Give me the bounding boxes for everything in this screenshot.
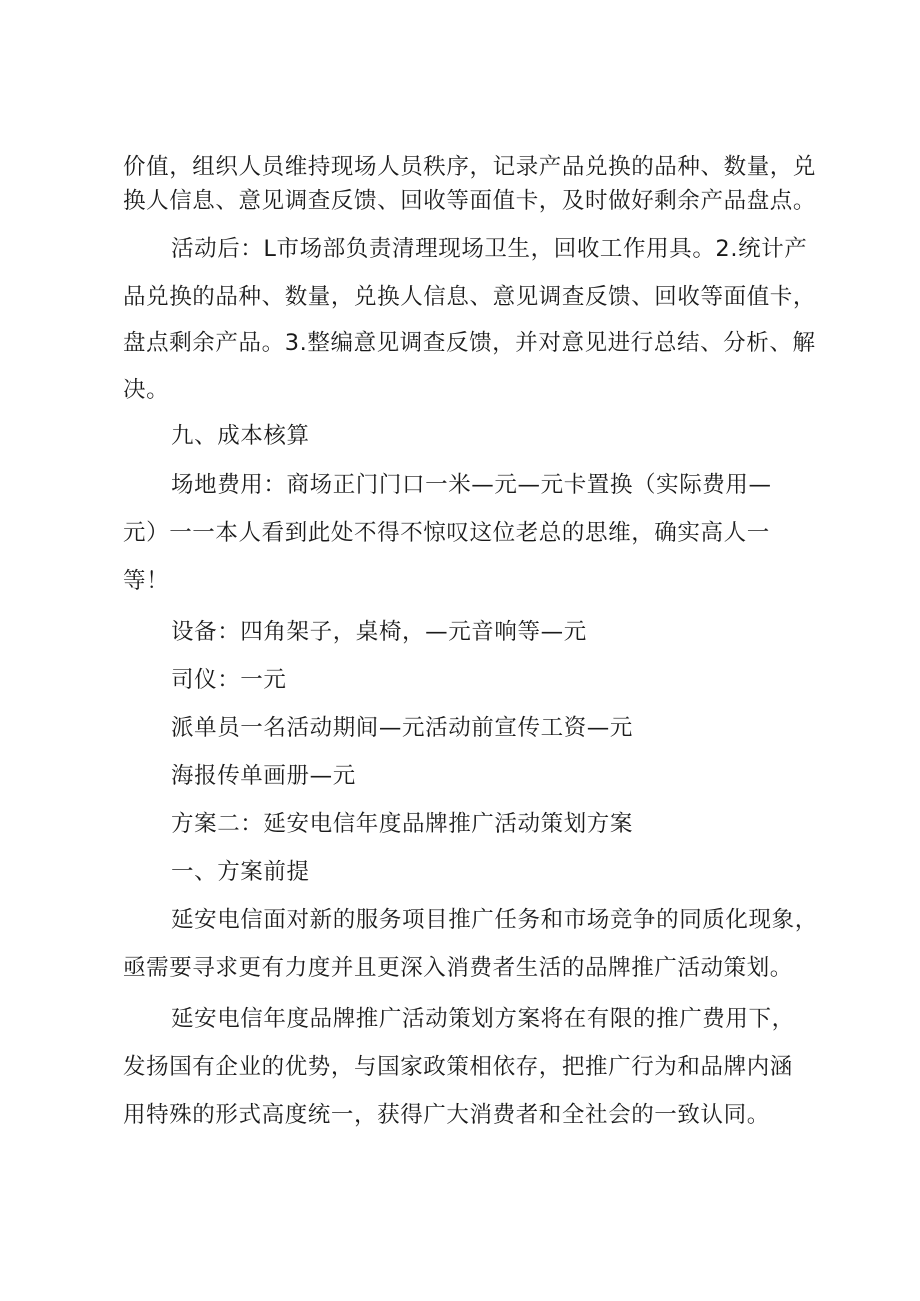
body-text-line: 设备：四角架子，桌椅，—元音响等—元 (171, 619, 587, 645)
body-text-line: 派单员一名活动期间—元活动前宣传工资—元 (171, 715, 634, 741)
body-text-line: 海报传单画册—元 (171, 763, 356, 789)
section-heading: 方案二：延安电信年度品牌推广活动策划方案 (171, 811, 634, 837)
body-text-line: 价值，组织人员维持现场人员秩序，记录产品兑换的品种、数量，兑 (123, 154, 817, 180)
body-text-line: 品兑换的品种、数量，兑换人信息、意见调查反馈、回收等面值卡， (123, 284, 817, 310)
body-text-line: 盘点剩余产品。3.整编意见调查反馈，并对意见进行总结、分析、解 (123, 330, 816, 356)
section-heading: 一、方案前提 (171, 859, 310, 885)
body-text-line: 决。 (123, 377, 170, 403)
body-text-line: 场地费用：商场正门门口一米—元—元卡置换（实际费用— (171, 472, 772, 498)
body-text-line: 用特殊的形式高度统一，获得广大消费者和全社会的一致认同。 (123, 1102, 770, 1128)
body-text-line: 延安电信年度品牌推广活动策划方案将在有限的推广费用下， (171, 1006, 795, 1032)
body-text-line: 元）一一本人看到此处不得不惊叹这位老总的思维，确实高人一 (123, 520, 770, 546)
body-text-line: 亟需要寻求更有力度并且更深入消费者生活的品牌推广活动策划。 (123, 955, 793, 981)
body-text-line: 活动后：L市场部负责清理现场卫生，回收工作用具。2.统计产 (171, 236, 808, 262)
body-text-line: 等！ (123, 568, 170, 594)
body-text-line: 延安电信面对新的服务项目推广任务和市场竞争的同质化现象， (171, 907, 818, 933)
body-text-line: 司仪：一元 (171, 667, 287, 693)
body-text-line: 换人信息、意见调查反馈、回收等面值卡，及时做好剩余产品盘点。 (123, 188, 817, 214)
section-heading: 九、成本核算 (171, 423, 310, 449)
body-text-line: 发扬国有企业的优势，与国家政策相依存，把推广行为和品牌内涵 (123, 1054, 793, 1080)
